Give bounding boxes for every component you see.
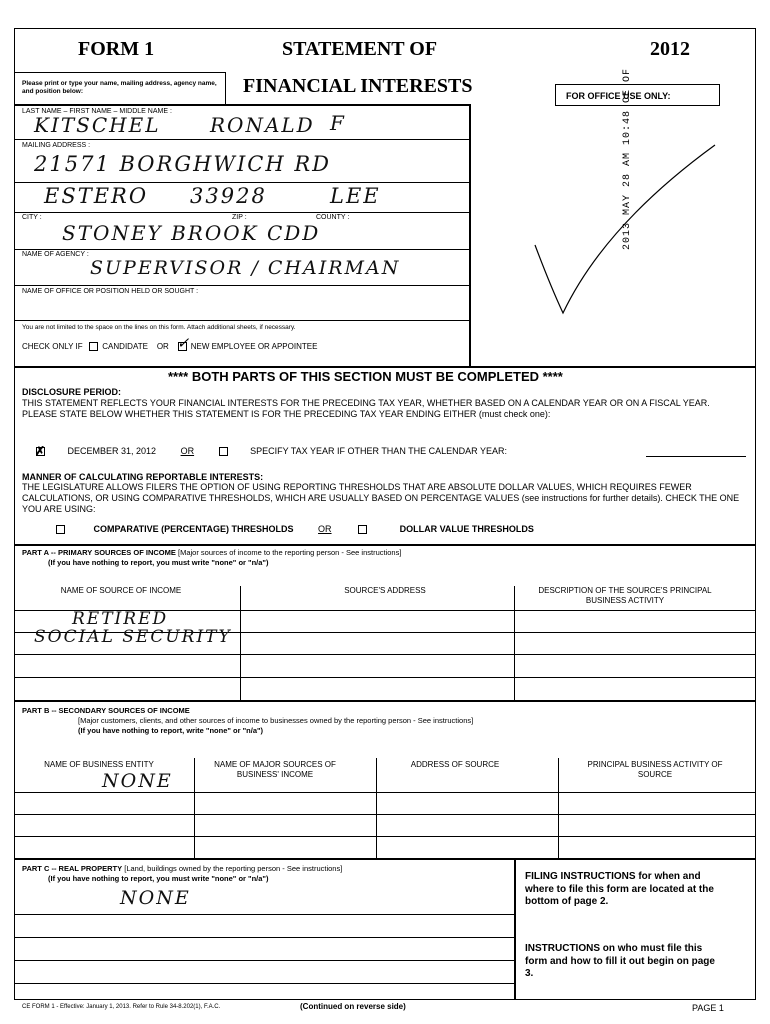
- dollar-label: DOLLAR VALUE THRESHOLDS: [399, 524, 534, 534]
- check-only-if-label: CHECK ONLY IF: [22, 342, 83, 351]
- form-year: 2012: [650, 38, 690, 60]
- disclosure-title: DISCLOSURE PERIOD:: [22, 387, 122, 397]
- form-number: FORM 1: [78, 38, 155, 60]
- part-a-row-2: SOCIAL SECURITY: [34, 627, 232, 647]
- city-label: CITY :: [22, 214, 42, 221]
- space-note: You are not limited to the space on the lines on this form. Attach additional sheets, if necessary.: [22, 324, 296, 331]
- receipt-stamp: 2013 MAY 28 AM 10:48 CE OF: [622, 67, 633, 250]
- part-b-row-line-1: [14, 792, 756, 793]
- disclosure-options-row: [35, 444, 508, 459]
- county-value: LEE: [330, 184, 381, 208]
- part-b-vline-3: [558, 758, 559, 858]
- who-must-file-instructions: INSTRUCTIONS on who must file this form and how to fill it out begin on page 3.: [525, 943, 715, 979]
- section-top-rule: [14, 366, 756, 368]
- december-checkbox[interactable]: [35, 444, 46, 459]
- part-c-title: PART C -- REAL PROPERTY: [22, 864, 123, 873]
- name-first-value: RONALD: [210, 113, 315, 137]
- part-a-col2-header: SOURCE'S ADDRESS: [344, 586, 426, 595]
- form-title-line2: FINANCIAL INTERESTS: [243, 75, 473, 97]
- name-middle-value: F: [330, 111, 346, 135]
- part-b-row-line-3: [14, 836, 756, 837]
- part-a-vline-2: [514, 586, 515, 700]
- header-rule: [14, 72, 225, 73]
- part-a-vline-1: [240, 586, 241, 700]
- office-use-label: FOR OFFICE USE ONLY:: [566, 91, 671, 101]
- part-c-row-line-3: [14, 960, 514, 961]
- part-a-subtitle: [Major sources of income to the reporting person - See instructions]: [178, 548, 402, 557]
- part-a-row-1: RETIRED: [72, 609, 169, 629]
- name-last-value: KITSCHEL: [34, 113, 161, 137]
- part-a-note: (If you have nothing to report, you must write "none" or "n/a"): [48, 558, 269, 567]
- candidate-checkbox[interactable]: [89, 342, 98, 351]
- check-or-label: OR: [156, 342, 169, 351]
- specify-year-checkbox[interactable]: [219, 447, 228, 456]
- check-only-if-row: [22, 335, 318, 353]
- part-b-col3-header: ADDRESS OF SOURCE: [410, 760, 500, 769]
- part-a-col3-header: DESCRIPTION OF THE SOURCE'S PRINCIPAL BUSINESS ACTIVITY: [538, 586, 712, 605]
- manner-text: THE LEGISLATURE ALLOWS FILERS THE OPTION OF USING REPORTING THRESHOLDS THAT ARE ABSOLUTE DOLLAR VALUES, WHICH REQUIRES FEWER CALCULATIONS, OR USING COMPARATIVE THRESHOLDS, WHICH ARE USUALLY BASED ON PERCENTAGE VALUES (see instructions for further details). CHECK THE ONE YOU ARE USING:: [22, 482, 740, 514]
- name-label: LAST NAME – FIRST NAME – MIDDLE NAME :: [22, 108, 172, 115]
- threshold-options-row: [56, 524, 534, 534]
- city-line: [14, 212, 469, 213]
- part-a-row-line-3: [14, 654, 756, 655]
- part-c-top-rule: [14, 858, 756, 860]
- part-b-title: PART B -- SECONDARY SOURCES OF INCOME: [22, 706, 190, 715]
- part-c-row-line-1: [14, 914, 514, 915]
- section-banner: **** BOTH PARTS OF THIS SECTION MUST BE COMPLETED ****: [168, 369, 563, 384]
- december-check-mark: ✗: [35, 444, 46, 459]
- footer-form-ref: CE FORM 1 - Effective: January 1, 2013. Refer to Rule 34-8.202(1), F.A.C.: [22, 1004, 221, 1010]
- city-value: ESTERO: [44, 184, 149, 208]
- disclosure-text: THIS STATEMENT REFLECTS YOUR FINANCIAL INTERESTS FOR THE PRECEDING TAX YEAR, WHETHER BASED ON A CALENDAR YEAR OR ON A FISCAL YEAR. PLEASE STATE BELOW WHETHER THIS STATEMENT IS FOR THE PRECEDING TAX YEAR ENDING EITHER (must check one):: [22, 398, 710, 419]
- december-label: DECEMBER 31, 2012: [67, 446, 157, 456]
- part-b-subtitle: [Major customers, clients, and other sources of income to businesses owned by the reporting person - See instructions]: [78, 716, 474, 725]
- comparative-checkbox[interactable]: [56, 525, 65, 534]
- header-rule-right: [225, 72, 226, 104]
- part-b-row-1: NONE: [102, 770, 173, 792]
- part-a-col1-header: NAME OF SOURCE OF INCOME: [60, 586, 182, 595]
- position-value: SUPERVISOR / CHAIRMAN: [90, 257, 401, 279]
- part-c-vline: [514, 858, 516, 1000]
- position-line: [14, 285, 469, 286]
- part-b-col4-header: PRINCIPAL BUSINESS ACTIVITY OF SOURCE: [587, 760, 723, 779]
- part-c-row-1: NONE: [120, 887, 191, 909]
- disclosure-or-label: OR: [180, 446, 195, 456]
- footer-page-number: PAGE 1: [692, 1003, 724, 1013]
- agency-label: NAME OF AGENCY :: [22, 251, 89, 258]
- part-b-col2-header: NAME OF MAJOR SOURCES OF BUSINESS' INCOME: [214, 760, 336, 779]
- county-label: COUNTY :: [316, 214, 350, 221]
- identity-top-rule: [14, 104, 469, 106]
- part-c-note: (If you have nothing to report, you must write "none" or "n/a"): [48, 874, 269, 883]
- part-a-top-rule: [14, 544, 756, 546]
- print-instructions: Please print or type your name, mailing address, agency name, and position below:: [22, 80, 217, 95]
- specify-year-blank[interactable]: [646, 456, 746, 457]
- part-b-col1-header: NAME OF BUSINESS ENTITY: [44, 760, 154, 769]
- part-a-header: [22, 548, 401, 557]
- filing-instructions: FILING INSTRUCTIONS for when and where to file this form are located at the bottom of page 2.: [525, 871, 714, 907]
- agency-value: STONEY BROOK CDD: [62, 221, 321, 245]
- mailing-value: 21571 BORGHWICH RD: [34, 152, 332, 176]
- manner-title: MANNER OF CALCULATING REPORTABLE INTERESTS:: [22, 472, 264, 482]
- part-b-top-rule: [14, 700, 756, 702]
- form-title-line1: STATEMENT OF: [282, 38, 438, 60]
- dollar-checkbox[interactable]: [358, 525, 367, 534]
- part-b-vline-1: [194, 758, 195, 858]
- new-employee-checkbox[interactable]: [176, 335, 190, 353]
- part-c-subtitle: [Land, buildings owned by the reporting person - See instructions]: [124, 864, 343, 873]
- part-c-header: [22, 864, 342, 873]
- part-c-row-line-4: [14, 983, 514, 984]
- part-b-note: (If you have nothing to report, write "none" or "n/a"): [78, 726, 264, 735]
- part-b-row-line-2: [14, 814, 756, 815]
- part-b-vline-2: [376, 758, 377, 858]
- footer-continued: (Continued on reverse side): [300, 1002, 406, 1011]
- mailing-line: [14, 182, 469, 183]
- threshold-or-label: OR: [318, 524, 332, 534]
- identity-bottom-rule: [14, 320, 469, 321]
- part-a-title: PART A -- PRIMARY SOURCES OF INCOME: [22, 548, 176, 557]
- comparative-label: COMPARATIVE (PERCENTAGE) THRESHOLDS: [93, 524, 294, 534]
- candidate-label: CANDIDATE: [102, 342, 148, 351]
- identity-right-rule: [469, 104, 471, 366]
- new-employee-check-mark: ✓: [176, 335, 190, 353]
- new-employee-label: NEW EMPLOYEE OR APPOINTEE: [190, 342, 318, 351]
- zip-value: 33928: [190, 184, 267, 208]
- position-label: NAME OF OFFICE OR POSITION HELD OR SOUGHT :: [22, 288, 199, 295]
- zip-label: ZIP :: [232, 214, 247, 221]
- name-line: [14, 139, 469, 140]
- part-c-row-line-2: [14, 937, 514, 938]
- part-a-row-line-4: [14, 677, 756, 678]
- agency-line: [14, 249, 469, 250]
- specify-year-label: SPECIFY TAX YEAR IF OTHER THAN THE CALENDAR YEAR:: [250, 446, 508, 456]
- mailing-label: MAILING ADDRESS :: [22, 142, 91, 149]
